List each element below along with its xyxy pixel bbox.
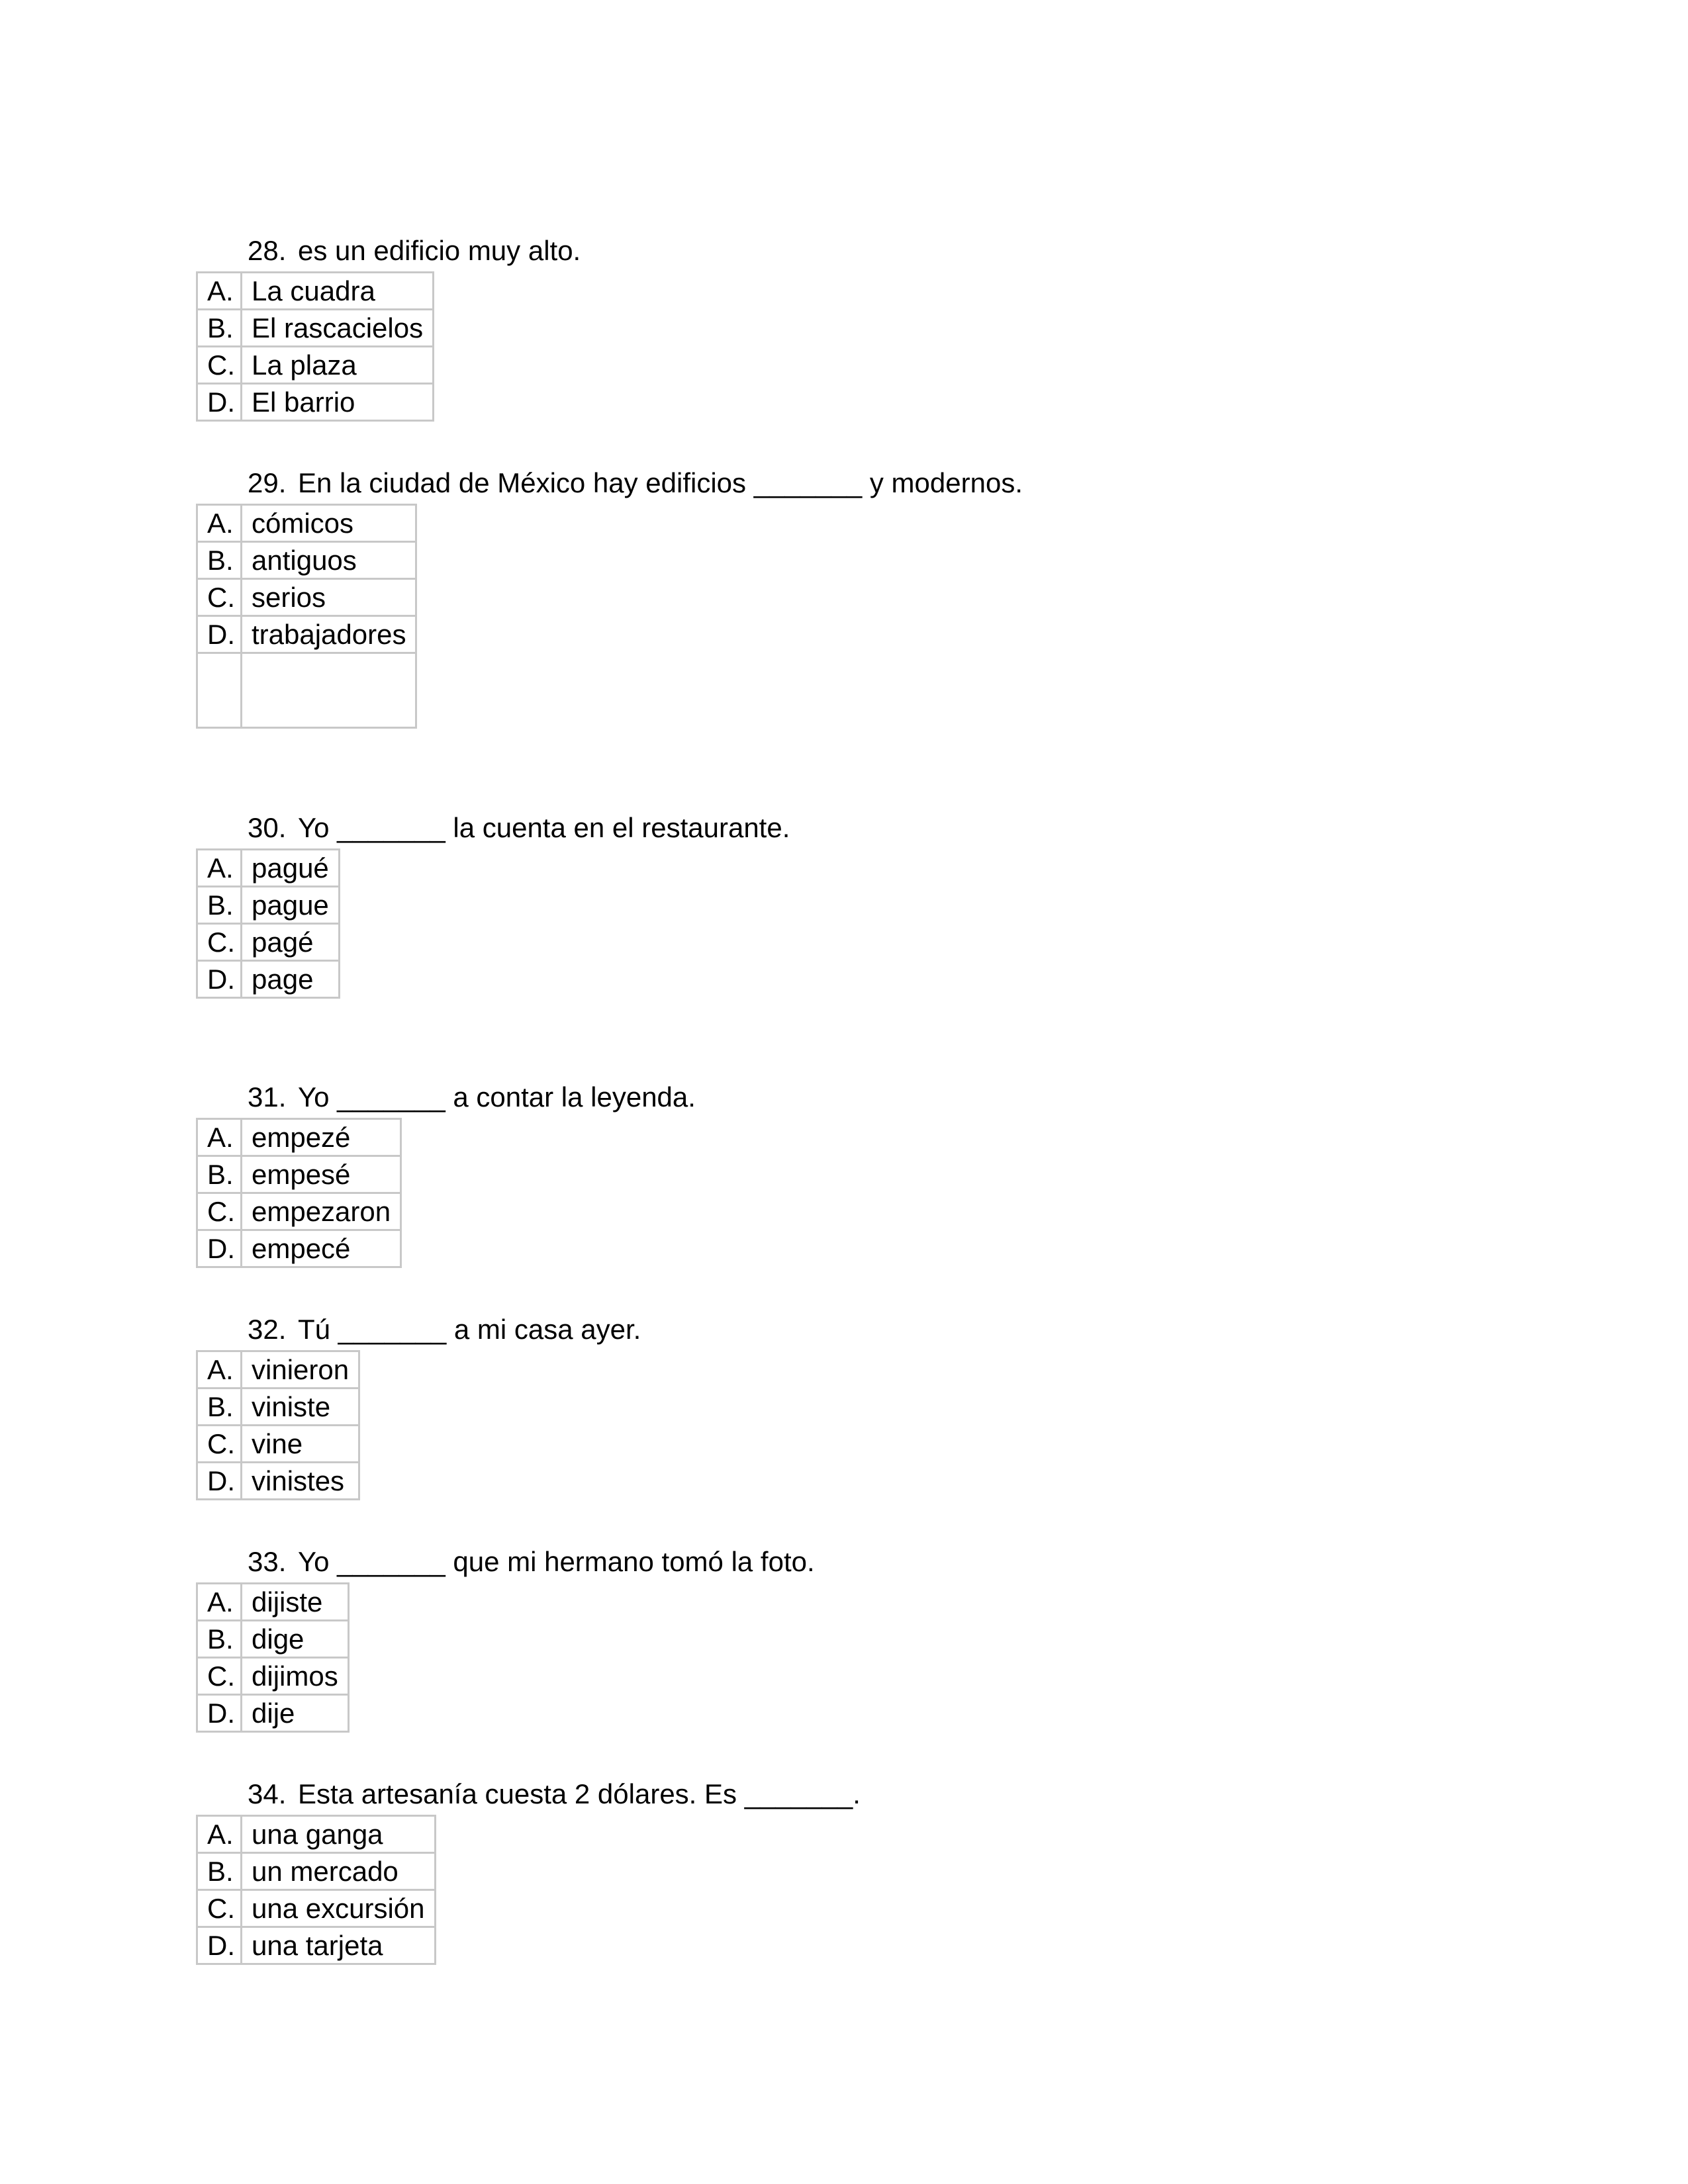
option-text: dijiste bbox=[242, 1584, 349, 1621]
option-row[interactable] bbox=[197, 1119, 401, 1156]
answer-options-table bbox=[196, 504, 417, 729]
option-text: vinistes bbox=[242, 1463, 359, 1500]
option-letter: A. bbox=[197, 1119, 242, 1156]
empty-option-row bbox=[197, 653, 416, 728]
option-row[interactable] bbox=[197, 1156, 401, 1193]
option-letter: A. bbox=[197, 1584, 242, 1621]
question-30 bbox=[196, 810, 790, 999]
question-number: 31. bbox=[248, 1081, 287, 1113]
answer-options-table bbox=[196, 1350, 360, 1500]
option-text: La plaza bbox=[242, 347, 434, 384]
option-letter: B. bbox=[197, 1621, 242, 1658]
option-letter: A. bbox=[197, 273, 242, 310]
option-row[interactable] bbox=[197, 579, 416, 616]
option-letter: C. bbox=[197, 924, 242, 961]
option-row[interactable] bbox=[197, 850, 340, 887]
option-text: pagé bbox=[242, 924, 340, 961]
option-row[interactable] bbox=[197, 1230, 401, 1267]
option-text: vine bbox=[242, 1426, 359, 1463]
empty-cell bbox=[242, 653, 416, 728]
option-row[interactable] bbox=[197, 1853, 436, 1890]
option-text: empezaron bbox=[242, 1193, 401, 1230]
option-letter: C. bbox=[197, 1890, 242, 1927]
question-prompt bbox=[248, 233, 581, 269]
question-number: 29. bbox=[248, 467, 287, 498]
option-text: cómicos bbox=[242, 505, 416, 542]
option-row[interactable] bbox=[197, 1426, 359, 1463]
option-letter: D. bbox=[197, 1927, 242, 1964]
question-prompt bbox=[248, 465, 1023, 501]
option-row[interactable] bbox=[197, 384, 434, 421]
question-number: 30. bbox=[248, 812, 287, 843]
option-letter: D. bbox=[197, 1230, 242, 1267]
option-row[interactable] bbox=[197, 542, 416, 579]
question-text: En la ciudad de México hay edificios _______ y modernos. bbox=[298, 467, 1023, 498]
option-text: pagué bbox=[242, 850, 340, 887]
option-text: El barrio bbox=[242, 384, 434, 421]
option-letter: B. bbox=[197, 1853, 242, 1890]
question-text: Tú _______ a mi casa ayer. bbox=[298, 1314, 641, 1345]
option-text: dije bbox=[242, 1695, 349, 1732]
option-text: un mercado bbox=[242, 1853, 436, 1890]
option-text: dige bbox=[242, 1621, 349, 1658]
option-row[interactable] bbox=[197, 310, 434, 347]
option-text: una ganga bbox=[242, 1816, 436, 1853]
option-row[interactable] bbox=[197, 1927, 436, 1964]
option-row[interactable] bbox=[197, 1351, 359, 1388]
option-letter: A. bbox=[197, 505, 242, 542]
option-letter: B. bbox=[197, 1388, 242, 1426]
option-row[interactable] bbox=[197, 1388, 359, 1426]
option-row[interactable] bbox=[197, 616, 416, 653]
question-29 bbox=[196, 465, 1023, 729]
question-text: Yo _______ que mi hermano tomó la foto. bbox=[298, 1546, 815, 1577]
option-text: empesé bbox=[242, 1156, 401, 1193]
question-number: 33. bbox=[248, 1546, 287, 1577]
question-31 bbox=[196, 1079, 696, 1268]
option-letter: A. bbox=[197, 850, 242, 887]
option-text: La cuadra bbox=[242, 273, 434, 310]
option-letter: D. bbox=[197, 961, 242, 998]
question-number: 28. bbox=[248, 235, 287, 266]
option-letter: B. bbox=[197, 887, 242, 924]
option-text: pague bbox=[242, 887, 340, 924]
option-text: una excursión bbox=[242, 1890, 436, 1927]
option-letter: D. bbox=[197, 1695, 242, 1732]
option-row[interactable] bbox=[197, 1658, 349, 1695]
option-text: empecé bbox=[242, 1230, 401, 1267]
question-28 bbox=[196, 233, 581, 422]
option-row[interactable] bbox=[197, 887, 340, 924]
option-row[interactable] bbox=[197, 1584, 349, 1621]
option-letter: D. bbox=[197, 1463, 242, 1500]
answer-options-table bbox=[196, 1582, 350, 1733]
option-letter: A. bbox=[197, 1816, 242, 1853]
option-text: page bbox=[242, 961, 340, 998]
option-row[interactable] bbox=[197, 1816, 436, 1853]
option-text: trabajadores bbox=[242, 616, 416, 653]
option-text: serios bbox=[242, 579, 416, 616]
option-text: una tarjeta bbox=[242, 1927, 436, 1964]
question-prompt bbox=[248, 1544, 815, 1580]
option-text: empezé bbox=[242, 1119, 401, 1156]
option-row[interactable] bbox=[197, 1463, 359, 1500]
answer-options-table bbox=[196, 1815, 436, 1965]
option-row[interactable] bbox=[197, 347, 434, 384]
option-row[interactable] bbox=[197, 1621, 349, 1658]
option-row[interactable] bbox=[197, 924, 340, 961]
option-row[interactable] bbox=[197, 505, 416, 542]
question-prompt bbox=[248, 1312, 641, 1347]
option-letter: B. bbox=[197, 1156, 242, 1193]
option-letter: D. bbox=[197, 384, 242, 421]
option-letter: B. bbox=[197, 310, 242, 347]
question-text: Yo _______ a contar la leyenda. bbox=[298, 1081, 696, 1113]
question-text: es un edificio muy alto. bbox=[298, 235, 581, 266]
option-text: dijimos bbox=[242, 1658, 349, 1695]
option-row[interactable] bbox=[197, 961, 340, 998]
option-letter: C. bbox=[197, 579, 242, 616]
question-33 bbox=[196, 1544, 815, 1733]
option-text: El rascacielos bbox=[242, 310, 434, 347]
option-text: viniste bbox=[242, 1388, 359, 1426]
empty-cell bbox=[197, 653, 242, 728]
question-34 bbox=[196, 1776, 861, 1965]
option-row[interactable] bbox=[197, 1193, 401, 1230]
option-letter: D. bbox=[197, 616, 242, 653]
question-prompt bbox=[248, 1079, 696, 1115]
option-row[interactable] bbox=[197, 273, 434, 310]
question-prompt bbox=[248, 1776, 861, 1812]
question-number: 32. bbox=[248, 1314, 287, 1345]
option-letter: C. bbox=[197, 347, 242, 384]
question-prompt bbox=[248, 810, 790, 846]
answer-options-table bbox=[196, 271, 434, 422]
option-row[interactable] bbox=[197, 1890, 436, 1927]
option-text: antiguos bbox=[242, 542, 416, 579]
option-letter: A. bbox=[197, 1351, 242, 1388]
option-row[interactable] bbox=[197, 1695, 349, 1732]
option-letter: C. bbox=[197, 1658, 242, 1695]
question-text: Yo _______ la cuenta en el restaurante. bbox=[298, 812, 790, 843]
question-text: Esta artesanía cuesta 2 dólares. Es _______. bbox=[298, 1778, 861, 1809]
option-letter: C. bbox=[197, 1193, 242, 1230]
answer-options-table bbox=[196, 848, 340, 999]
question-32 bbox=[196, 1312, 641, 1500]
answer-options-table bbox=[196, 1118, 402, 1268]
option-text: vinieron bbox=[242, 1351, 359, 1388]
option-letter: B. bbox=[197, 542, 242, 579]
question-number: 34. bbox=[248, 1778, 287, 1809]
option-letter: C. bbox=[197, 1426, 242, 1463]
